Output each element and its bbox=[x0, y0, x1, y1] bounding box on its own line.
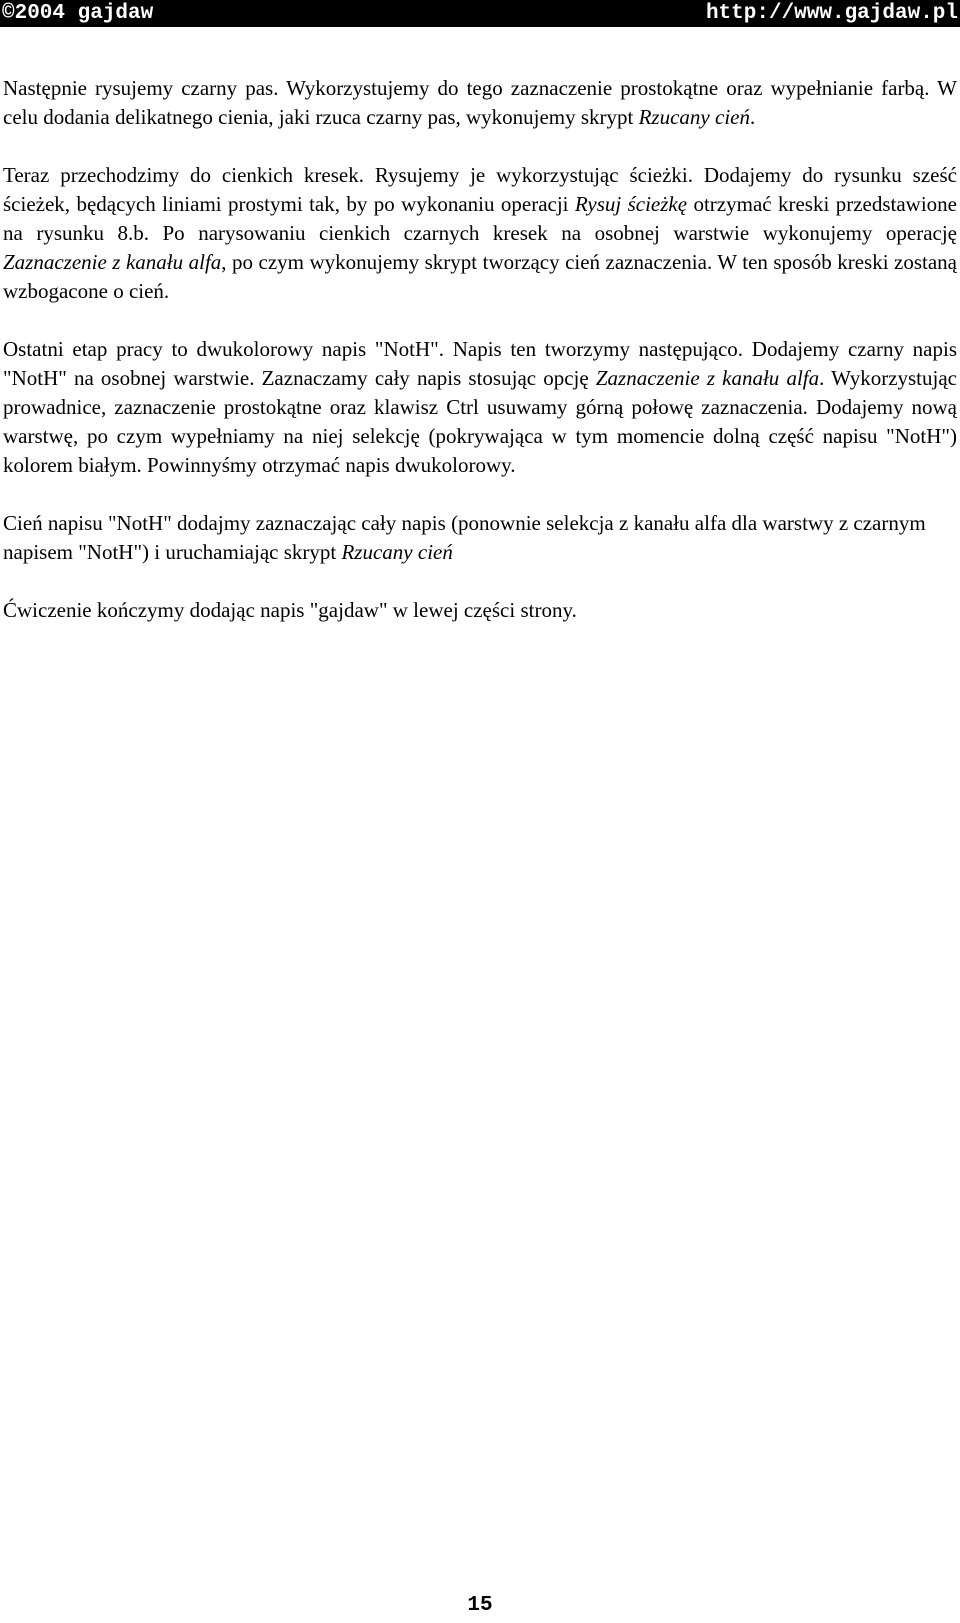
text-run: Ostatni etap pracy to dwukolorowy napis "NotH". Napis ten tworzymy następująco. Dodajemy czarny napis "NotH" na osobnej warstwie. Zaznaczamy cały napis stosując opcję bbox=[3, 337, 957, 390]
paragraph-black-stripe bbox=[3, 74, 957, 132]
operation-name: Zaznaczenie z kanału alfa bbox=[595, 366, 820, 390]
paragraph-thin-lines bbox=[3, 161, 957, 306]
operation-name: Zaznaczenie z kanału alfa bbox=[3, 250, 222, 274]
paragraph-two-color-text bbox=[3, 335, 957, 480]
text-run: Cień napisu "NotH" dodajmy zaznaczając cały napis (ponownie selekcja z kanału alfa dla warstwy z czarnym napisem "NotH") i uruchamiając skrypt bbox=[3, 511, 926, 564]
text-run: , po czym wykonujemy skrypt tworzący cień zaznaczenia. W ten sposób kreski zostaną wzbogacone o cień. bbox=[3, 250, 957, 303]
text-run: Następnie rysujemy czarny pas. Wykorzystujemy do tego zaznaczenie prostokątne oraz wypełnianie farbą. W celu dodania delikatnego cienia, jaki rzuca czarny pas, wykonujemy skrypt bbox=[3, 76, 957, 129]
text-run: . Wykorzystując prowadnice, zaznaczenie prostokątne oraz klawisz Ctrl usuwamy górną połowę zaznaczenia. Dodajemy nową warstwę, po czym wypełniamy na niej selekcję (pokrywająca w tym momencie dolną część napisu "NotH") kolorem białym. Powinnyśmy otrzymać napis dwukolorowy. bbox=[3, 366, 957, 477]
script-name: Rzucany cień bbox=[341, 540, 453, 564]
text-run: Teraz przechodzimy do cienkich kresek. Rysujemy je wykorzystując ścieżki. Dodajemy do rysunku sześć ścieżek, będących liniami prostymi tak, by po wykonaniu operacji bbox=[3, 163, 957, 216]
copyright-text: ©2004 gajdaw bbox=[2, 2, 154, 25]
document-body bbox=[3, 74, 957, 654]
website-url: http://www.gajdaw.pl bbox=[705, 2, 958, 25]
page-number: 15 bbox=[467, 1594, 493, 1617]
paragraph-text-shadow bbox=[3, 509, 957, 567]
text-run: otrzymać kreski przedstawione na rysunku 8.b. Po narysowaniu cienkich czarnych kresek na osobnej warstwie wykonujemy operację bbox=[3, 192, 957, 245]
text-run: . bbox=[749, 105, 756, 129]
paragraph-finish bbox=[3, 596, 957, 625]
operation-name: Rysuj ścieżkę bbox=[574, 192, 688, 216]
header-bar bbox=[0, 0, 960, 27]
text-run: Ćwiczenie kończymy dodając napis "gajdaw" w lewej części strony. bbox=[3, 598, 577, 622]
script-name: Rzucany cień bbox=[638, 105, 750, 129]
